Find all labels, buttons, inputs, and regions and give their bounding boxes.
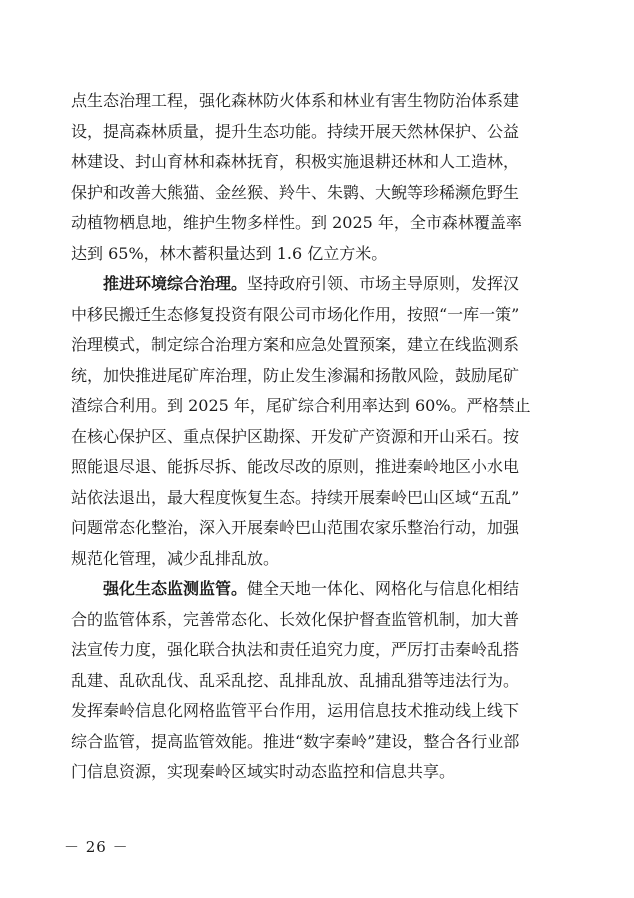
text-line: 站依法退出，最大程度恢复生态。持续开展秦岭巴山区域“五乱” <box>71 487 520 507</box>
text-line: 统，加快推进尾矿库治理，防止发生渗漏和扬散风险，鼓励尾矿 <box>71 365 520 385</box>
text-line <box>71 269 563 300</box>
text-line: 照能退尽退、能拆尽拆、能改尽改的原则，推进秦岭地区小水电 <box>71 457 520 476</box>
body-text <box>71 86 563 788</box>
paragraph-ecological-monitoring <box>71 574 563 788</box>
text-line: 发挥秦岭信息化网格监管平台作用，运用信息技术推动线上线下 <box>71 701 520 720</box>
paragraph-forest-protection <box>71 86 563 269</box>
text-run: 健全天地一体化、网格化与信息化相结 <box>247 579 520 598</box>
text-line: 治理模式，制定综合治理方案和应急处置预案，建立在线监测系 <box>71 335 520 354</box>
text-line: 综合监管，提高监管效能。推进“数字秦岭”建设，整合各行业部 <box>71 731 520 751</box>
text-line: 渣综合利用。到 2025 年，尾矿综合利用率达到 60%。严格禁止 <box>71 396 531 415</box>
text-line: 中移民搬迁生态修复投资有限公司市场化作用，按照“一库一策” <box>71 304 520 324</box>
text-line: 动植物栖息地，维护生物多样性。到 2025 年，全市森林覆盖率 <box>71 213 522 232</box>
text-line: 保护和改善大熊猫、金丝猴、羚牛、朱鹮、大鲵等珍稀濒危野生 <box>71 182 520 202</box>
text-line: 问题常态化整治，深入开展秦岭巴山范围农家乐整治行动，加强 <box>71 518 520 537</box>
text-line: 法宣传力度，强化联合执法和责任追究力度，严厉打击秦岭乱搭 <box>71 640 520 659</box>
paragraph-heading: 强化生态监测监管。 <box>103 579 248 598</box>
text-line: 在核心保护区、重点保护区勘探、开发矿产资源和开山采石。按 <box>71 426 520 446</box>
text-line <box>71 574 563 605</box>
paragraph-environmental-governance <box>71 269 563 574</box>
text-line: 设，提高森林质量，提升生态功能。持续开展天然林保护、公益 <box>71 121 520 141</box>
text-line: 乱建、乱砍乱伐、乱采乱挖、乱排乱放、乱捕乱猎等违法行为。 <box>71 670 520 690</box>
text-line: 合的监管体系，完善常态化、长效化保护督查监管机制，加大普 <box>71 609 520 629</box>
page-number: － 26 － <box>64 838 129 856</box>
text-line: 林建设、封山育林和森林抚育，积极实施退耕还林和人工造林， <box>71 152 520 171</box>
text-line: 点生态治理工程，强化森林防火体系和林业有害生物防治体系建 <box>71 91 520 110</box>
paragraph-heading: 推进环境综合治理。 <box>103 274 248 293</box>
text-line: 规范化管理，减少乱排乱放。 <box>71 548 280 568</box>
text-line: 达到 65%，林木蓄积量达到 1.6 亿立方米。 <box>71 243 388 263</box>
text-run: 坚持政府引领、市场主导原则，发挥汉 <box>247 274 520 293</box>
text-line: 门信息资源，实现秦岭区域实时动态监控和信息共享。 <box>71 762 456 781</box>
